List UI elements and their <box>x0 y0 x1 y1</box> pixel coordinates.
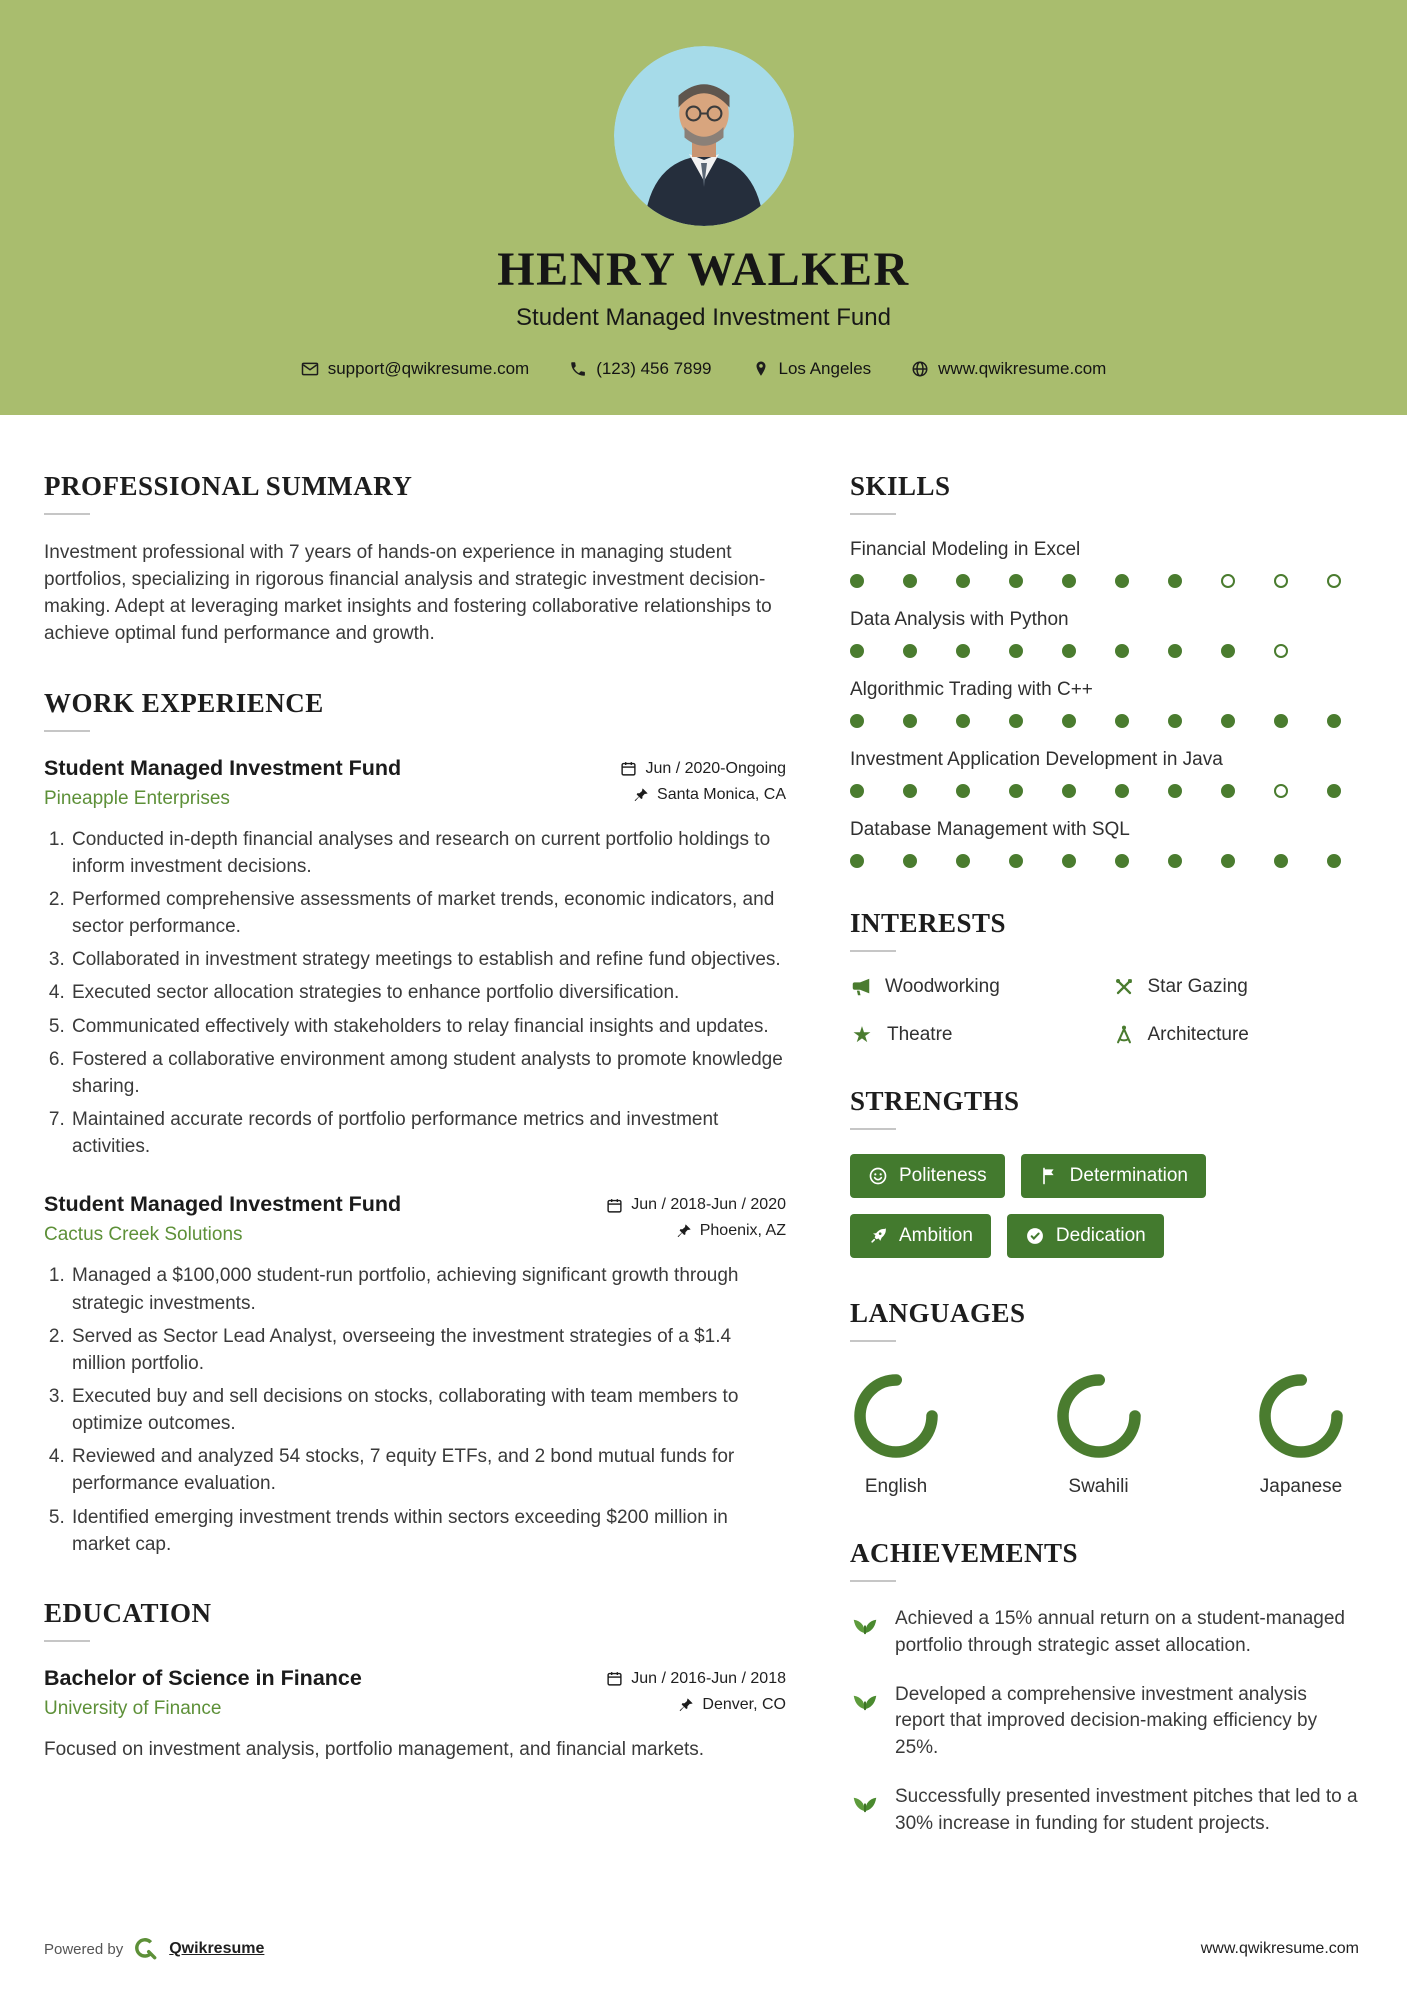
strength-pill <box>1007 1214 1164 1258</box>
skill-dot-filled <box>1221 784 1235 798</box>
language-donut <box>1055 1372 1143 1460</box>
skill-dot-filled <box>1168 784 1182 798</box>
education-date <box>606 1670 786 1688</box>
education-location-text: Denver, CO <box>702 1695 786 1713</box>
language-donut <box>1257 1372 1345 1460</box>
interest-label: Theatre <box>887 1024 953 1045</box>
qwikresume-link[interactable]: Qwikresume <box>169 1940 265 1957</box>
email-icon <box>301 360 319 378</box>
skill-dot-filled <box>1115 854 1129 868</box>
globe-icon <box>911 360 929 378</box>
education-degree-school <box>44 1666 362 1720</box>
language-item <box>1055 1372 1143 1498</box>
job-header <box>44 1192 786 1246</box>
contact-website-text: www.qwikresume.com <box>938 359 1107 378</box>
right-column <box>850 471 1359 1877</box>
section-work-experience <box>44 688 786 1558</box>
skill-dot-filled <box>1327 784 1341 798</box>
strength-label: Ambition <box>899 1225 973 1246</box>
powered-by-label: Powered by <box>44 1940 124 1958</box>
compass-icon <box>1113 1024 1135 1046</box>
job-bullet: 4. Reviewed and analyzed 54 stocks, 7 equity ETFs, and 2 bond mutual funds for performance evaluation. <box>70 1443 786 1497</box>
skill-dot-filled <box>1009 714 1023 728</box>
skill-level-dots <box>850 854 1359 868</box>
leaf-award-icon <box>850 1683 880 1713</box>
job-bullet: 4. Executed sector allocation strategies to enhance portfolio diversification. <box>70 979 786 1006</box>
skill-dot-filled <box>956 784 970 798</box>
languages-heading: LANGUAGES <box>850 1298 1359 1342</box>
contact-website[interactable] <box>911 359 1106 379</box>
section-strengths <box>850 1086 1359 1258</box>
skill-dot-filled <box>1009 854 1023 868</box>
skill-dot-filled <box>850 714 864 728</box>
interests-grid <box>850 976 1359 1046</box>
interest-item <box>850 976 1097 998</box>
calendar-icon <box>606 1197 623 1214</box>
achievement-item <box>850 1682 1359 1762</box>
skill-item <box>850 539 1359 588</box>
job-bullet: 5. Communicated effectively with stakeholders to relay financial insights and updates. <box>70 1013 786 1040</box>
skill-name: Algorithmic Trading with C++ <box>850 679 1093 700</box>
education-header <box>44 1666 786 1720</box>
avatar <box>614 46 794 226</box>
skill-dot-filled <box>903 574 917 588</box>
job-bullet: 1. Conducted in-depth financial analyses and research on current portfolio holdings to inform investment decisions. <box>70 826 786 880</box>
achievement-item <box>850 1606 1359 1660</box>
skill-level-dots <box>850 574 1359 588</box>
pushpin-icon <box>633 787 649 803</box>
skill-dot-filled <box>1062 644 1076 658</box>
resume-header <box>0 0 1407 415</box>
smiley-icon <box>868 1166 888 1186</box>
megaphone-icon <box>850 976 872 998</box>
achievement-item <box>850 1784 1359 1838</box>
skill-dot-filled <box>1221 854 1235 868</box>
calendar-icon <box>606 1670 623 1687</box>
skill-name: Data Analysis with Python <box>850 609 1069 630</box>
achievement-text: Achieved a 15% annual return on a student-managed portfolio through strategic asset allocation. <box>895 1608 1345 1656</box>
skill-dot-filled <box>1168 714 1182 728</box>
phone-icon <box>569 360 587 378</box>
strength-pill <box>850 1154 1005 1198</box>
footer-branding <box>44 1936 264 1962</box>
skill-dot-filled <box>1009 644 1023 658</box>
rocket-icon <box>868 1226 888 1246</box>
skill-dot-filled <box>956 854 970 868</box>
interests-heading: INTERESTS <box>850 908 1359 952</box>
left-column <box>44 471 786 1803</box>
strength-label: Politeness <box>899 1165 987 1186</box>
skill-dot-filled <box>903 644 917 658</box>
section-achievements <box>850 1538 1359 1837</box>
job-meta <box>590 1192 786 1240</box>
summary-heading: PROFESSIONAL SUMMARY <box>44 471 786 515</box>
job-bullet: 2. Performed comprehensive assessments of market trends, economic indicators, and sector performance. <box>70 886 786 940</box>
contact-location-text: Los Angeles <box>778 359 872 378</box>
language-item <box>1257 1372 1345 1498</box>
skill-dot-filled <box>956 574 970 588</box>
skill-dot-filled <box>1009 784 1023 798</box>
job-date-text: Jun / 2020-Ongoing <box>645 759 786 777</box>
skill-dot-empty <box>1274 644 1288 658</box>
skill-dot-filled <box>1115 644 1129 658</box>
skill-item <box>850 609 1359 658</box>
skill-dot-filled <box>1062 854 1076 868</box>
job-company: Cactus Creek Solutions <box>44 1224 243 1246</box>
job-date <box>620 760 786 778</box>
skill-dot-filled <box>903 854 917 868</box>
skill-dot-filled <box>1274 854 1288 868</box>
calendar-icon <box>620 760 637 777</box>
skill-dot-filled <box>1274 714 1288 728</box>
interest-label: Architecture <box>1147 1024 1249 1045</box>
section-languages <box>850 1298 1359 1498</box>
education-school: University of Finance <box>44 1697 222 1719</box>
summary-text: Investment professional with 7 years of hands-on experience in managing student portfolios, specializing in rigorous financial analysis and strategic investment decision-making. Adept at leveraging market insights and fostering collaborative relationships to achieve optimal fund performance and growth. <box>44 542 772 645</box>
job-bullet: 3. Collaborated in investment strategy meetings to establish and refine fund objectives. <box>70 946 786 973</box>
contact-location[interactable] <box>752 359 872 379</box>
skill-item <box>850 679 1359 728</box>
job-meta <box>604 756 786 804</box>
star-icon: ★ <box>852 1022 872 1047</box>
job-date <box>606 1196 786 1214</box>
skill-dot-filled <box>1062 784 1076 798</box>
skill-dot-filled <box>1221 644 1235 658</box>
skill-dot-filled <box>850 644 864 658</box>
skill-dot-empty <box>1221 574 1235 588</box>
job-entry <box>44 756 786 1161</box>
profile-photo <box>0 46 1407 226</box>
contact-phone[interactable] <box>569 359 711 379</box>
contact-email-text: support@qwikresume.com <box>327 359 530 378</box>
strength-pill <box>850 1214 991 1258</box>
leaf-award-icon <box>850 1785 880 1815</box>
skill-dot-filled <box>1168 574 1182 588</box>
language-label: English <box>864 1476 928 1497</box>
candidate-headline: Student Managed Investment Fund <box>516 304 891 331</box>
skill-dot-filled <box>850 574 864 588</box>
section-professional-summary <box>44 471 786 648</box>
strength-label: Dedication <box>1055 1225 1146 1246</box>
job-bullets <box>44 1262 786 1558</box>
language-label: Japanese <box>1259 1476 1343 1497</box>
skill-name: Investment Application Development in Java <box>850 749 1223 770</box>
skill-dot-filled <box>1009 574 1023 588</box>
skill-dot-filled <box>1062 714 1076 728</box>
language-donut <box>852 1372 940 1460</box>
interest-item <box>850 1024 1097 1046</box>
education-description: Focused on investment analysis, portfolio management, and financial markets. <box>44 1738 705 1760</box>
job-location-text: Phoenix, AZ <box>699 1222 786 1240</box>
job-title: Student Managed Investment Fund <box>44 1192 402 1217</box>
skill-dot-filled <box>1327 854 1341 868</box>
job-bullet: 5. Identified emerging investment trends within sectors exceeding $200 million in market cap. <box>70 1504 786 1558</box>
pushpin-icon <box>678 1697 694 1713</box>
job-bullet: 6. Fostered a collaborative environment among student analysts to promote knowledge sharing. <box>70 1046 786 1100</box>
skill-dot-filled <box>1115 784 1129 798</box>
skill-dot-empty <box>1327 574 1341 588</box>
contact-row <box>0 359 1407 379</box>
work-heading: WORK EXPERIENCE <box>44 688 786 732</box>
job-company: Pineapple Enterprises <box>44 787 230 809</box>
skill-dot-empty <box>1274 574 1288 588</box>
footer-website[interactable]: www.qwikresume.com <box>1200 1940 1359 1957</box>
location-icon <box>752 360 770 378</box>
job-location-text: Santa Monica, CA <box>657 785 786 803</box>
check-icon <box>1025 1226 1045 1246</box>
skills-heading: SKILLS <box>850 471 1359 515</box>
skill-dot-filled <box>903 784 917 798</box>
job-title-company <box>44 756 401 810</box>
job-title-company <box>44 1192 401 1246</box>
strength-pills <box>850 1154 1359 1258</box>
education-degree: Bachelor of Science in Finance <box>44 1665 362 1690</box>
education-date-text: Jun / 2016-Jun / 2018 <box>631 1669 786 1687</box>
job-location <box>676 1222 786 1240</box>
skill-dot-filled <box>1168 644 1182 658</box>
skill-dot-empty <box>1274 784 1288 798</box>
skill-item <box>850 819 1359 868</box>
candidate-name: HENRY WALKER <box>497 243 910 296</box>
page-footer <box>0 1936 1407 1990</box>
tools-icon <box>1113 976 1135 998</box>
skill-level-dots <box>850 714 1359 728</box>
section-education <box>44 1598 786 1763</box>
interest-label: Star Gazing <box>1147 976 1248 997</box>
languages-row <box>850 1366 1359 1498</box>
strength-pill <box>1021 1154 1206 1198</box>
skill-dot-filled <box>850 784 864 798</box>
skill-dot-filled <box>956 714 970 728</box>
job-entry <box>44 1192 786 1558</box>
skill-dot-filled <box>1062 574 1076 588</box>
skill-name: Financial Modeling in Excel <box>850 539 1081 560</box>
flag-icon <box>1039 1166 1059 1186</box>
job-bullets <box>44 826 786 1161</box>
skill-dot-filled <box>850 854 864 868</box>
skill-dot-filled <box>1115 574 1129 588</box>
achievement-text: Developed a comprehensive investment analysis report that improved decision-making efficiency by 25%. <box>895 1683 1318 1759</box>
language-label: Swahili <box>1068 1476 1129 1497</box>
interest-label: Woodworking <box>885 976 1000 997</box>
contact-email[interactable] <box>301 359 530 379</box>
job-bullet: 3. Executed buy and sell decisions on stocks, collaborating with team members to optimize outcomes. <box>70 1383 786 1437</box>
interest-item <box>1113 976 1360 998</box>
skill-name: Database Management with SQL <box>850 819 1130 840</box>
qwikresume-logo <box>133 1936 159 1962</box>
contact-phone-text: (123) 456 7899 <box>596 359 712 378</box>
job-title: Student Managed Investment Fund <box>44 755 402 780</box>
job-header <box>44 756 786 810</box>
skill-dot-filled <box>1327 714 1341 728</box>
job-bullet: 2. Served as Sector Lead Analyst, overseeing the investment strategies of a $1.4 million portfolio. <box>70 1323 786 1377</box>
section-interests <box>850 908 1359 1046</box>
language-item <box>852 1372 940 1498</box>
achievements-heading: ACHIEVEMENTS <box>850 1538 1359 1582</box>
skill-item <box>850 749 1359 798</box>
job-date-text: Jun / 2018-Jun / 2020 <box>631 1196 786 1214</box>
skill-dot-filled <box>956 644 970 658</box>
strengths-heading: STRENGTHS <box>850 1086 1359 1130</box>
skill-level-dots <box>850 644 1359 658</box>
resume-body <box>0 415 1407 1936</box>
education-location <box>678 1696 786 1714</box>
skill-dot-filled <box>1115 714 1129 728</box>
job-bullet: 1. Managed a $100,000 student-run portfolio, achieving significant growth through strategic investments. <box>70 1262 786 1316</box>
achievement-text: Successfully presented investment pitches that led to a 30% increase in funding for student projects. <box>895 1785 1358 1834</box>
pushpin-icon <box>676 1223 692 1239</box>
skill-level-dots <box>850 784 1359 798</box>
skill-dot-filled <box>903 714 917 728</box>
section-skills <box>850 471 1359 868</box>
strength-label: Determination <box>1069 1165 1188 1186</box>
education-meta <box>590 1666 786 1714</box>
job-bullet: 7. Maintained accurate records of portfolio performance metrics and investment activities. <box>70 1106 786 1160</box>
skill-dot-filled <box>1221 714 1235 728</box>
leaf-award-icon <box>850 1607 880 1637</box>
job-location <box>633 786 786 804</box>
skill-dot-filled <box>1168 854 1182 868</box>
interest-item <box>1113 1024 1360 1046</box>
education-heading: EDUCATION <box>44 1598 786 1642</box>
